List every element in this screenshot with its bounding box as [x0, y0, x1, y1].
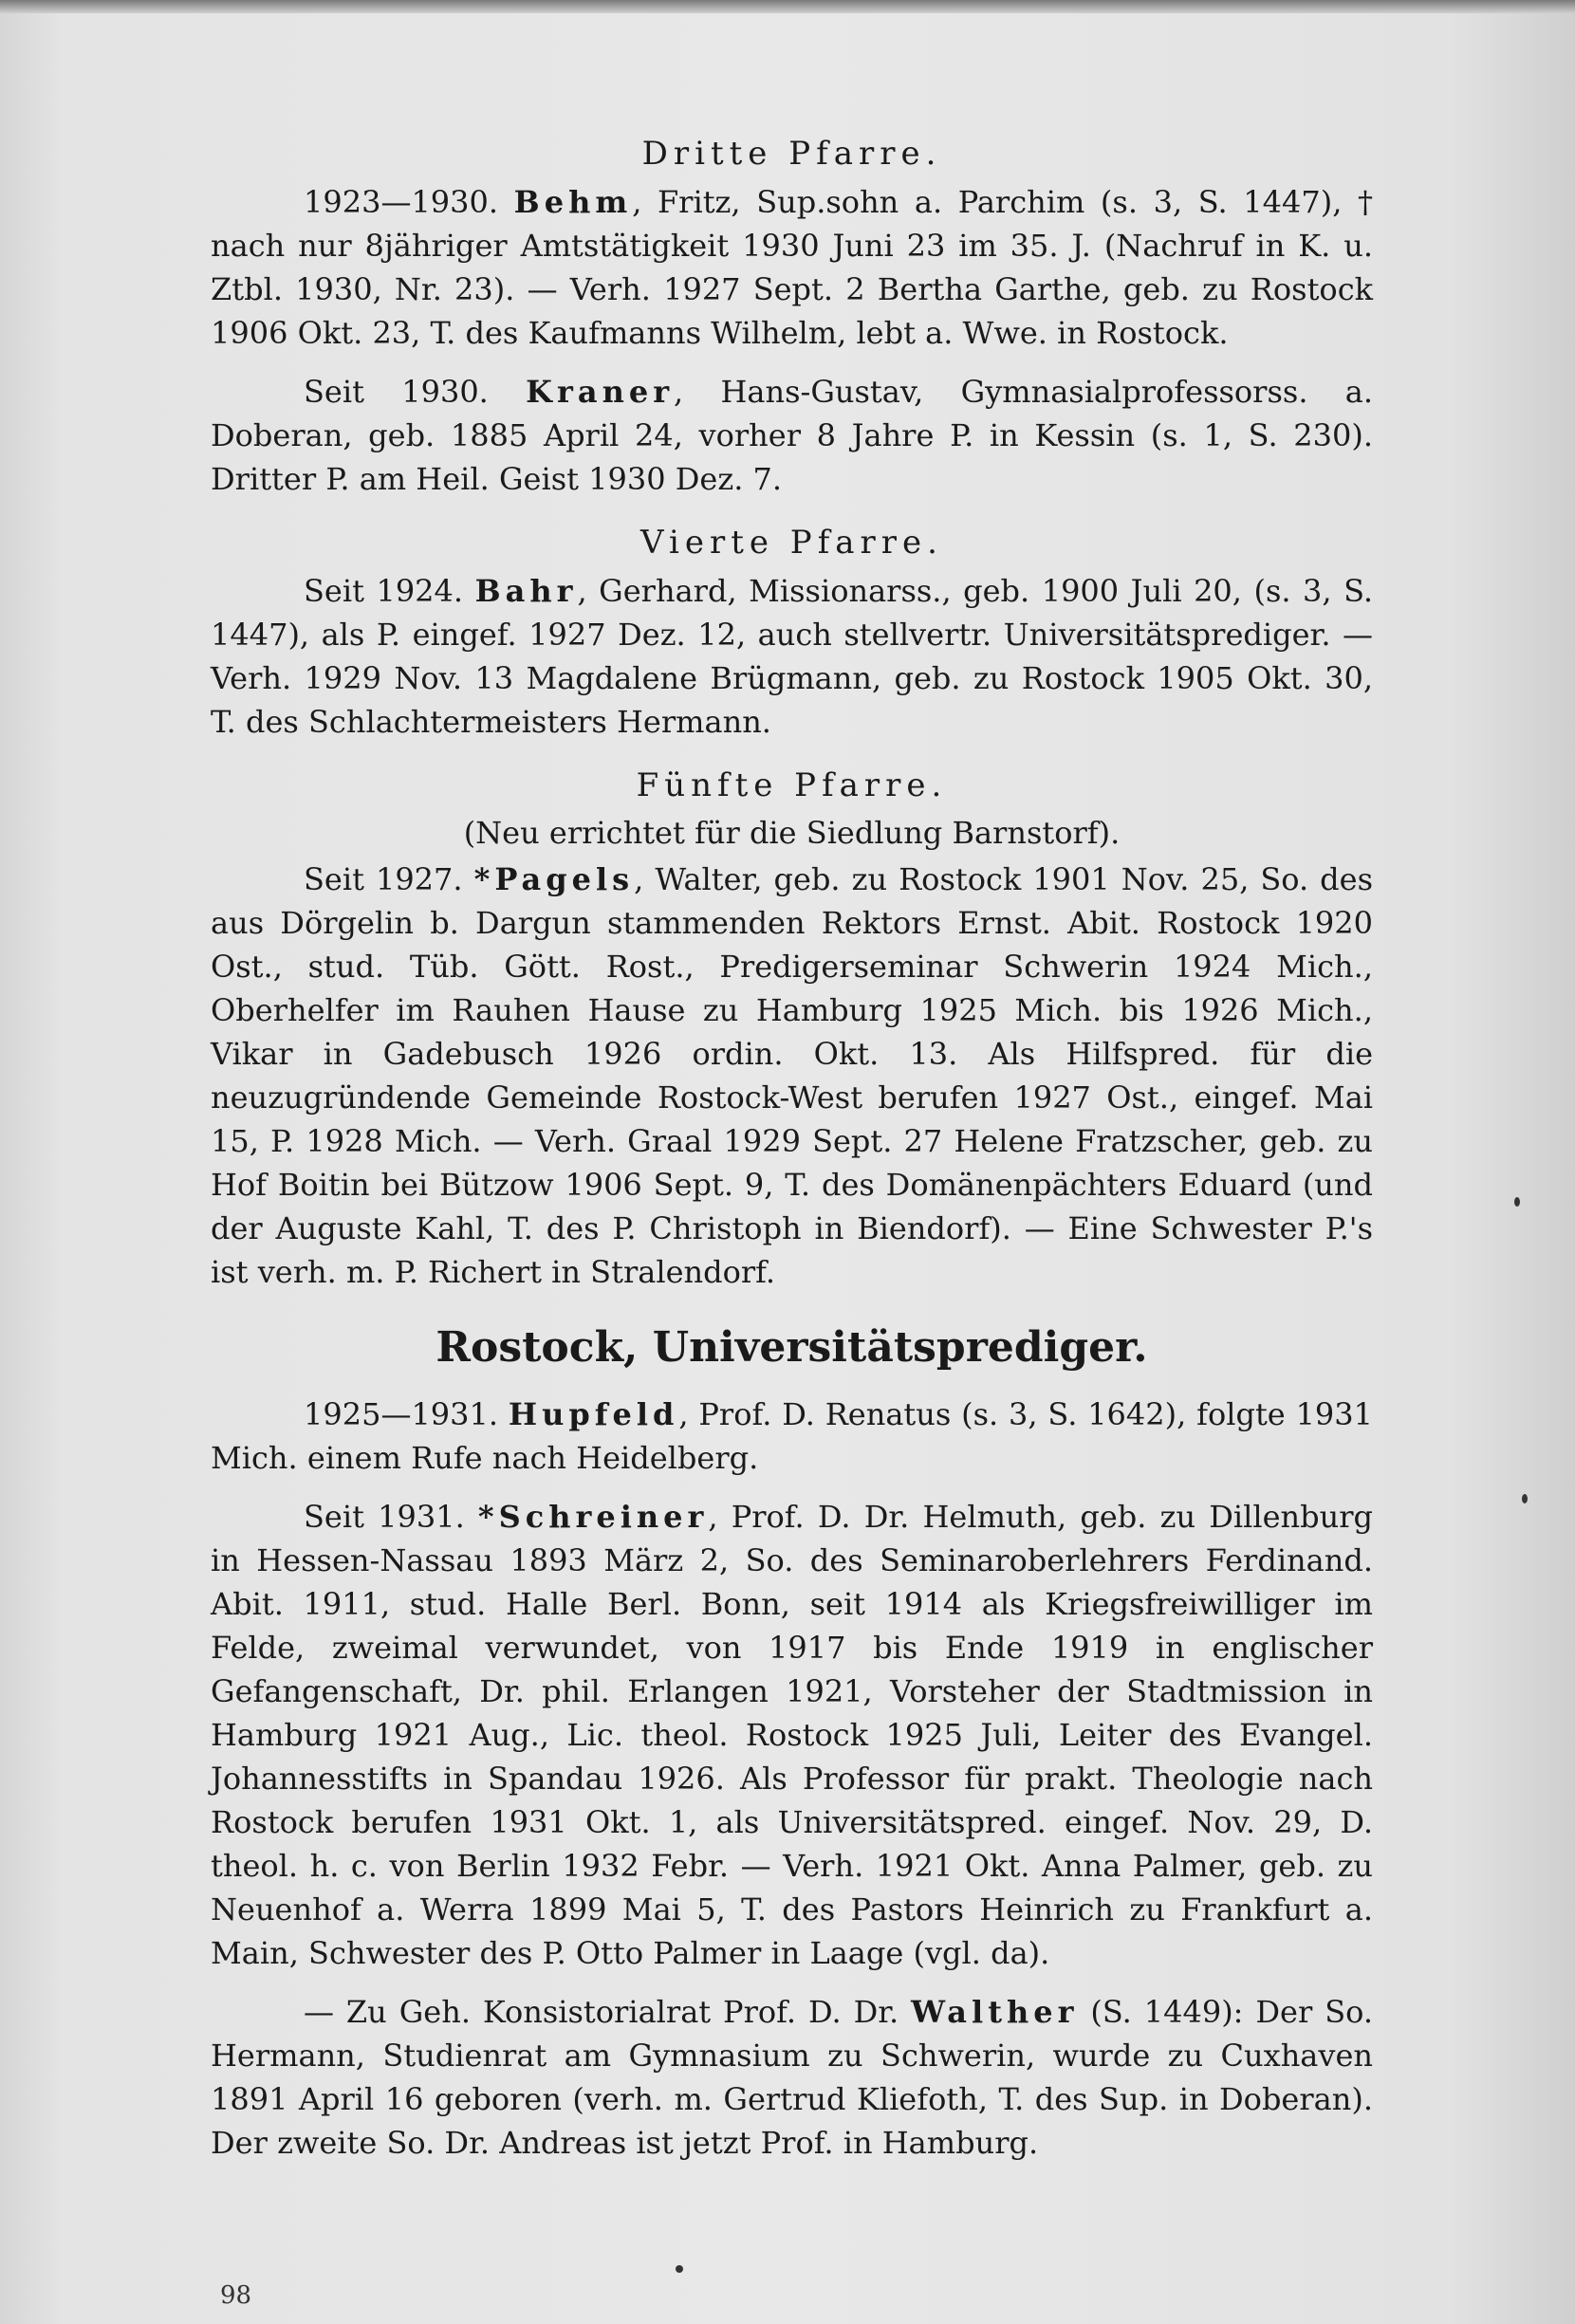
ink-speck [676, 2265, 683, 2273]
heading-fuenfte-pfarre: Fünfte Pfarre. [636, 766, 948, 804]
page-number: 98 [220, 2281, 252, 2310]
entry-name: Walther [911, 1994, 1079, 2030]
entry-kraner [211, 370, 1373, 501]
heading-vierte-pfarre: Vierte Pfarre. [640, 524, 943, 562]
entry-text: (S. 1449): Der So. Hermann, Studienrat am Gymnasium zu Schwerin, wurde zu Cuxhaven 1891 April 16 geboren (verh. m. Gertrud Kliefoth, T. des Sup. in Doberan). Der zweite So. Dr. Andreas ist jetzt Prof. in Hamburg. [211, 1994, 1374, 2161]
entry-name: Kraner [526, 374, 675, 410]
entry-name: *Schreiner [477, 1499, 709, 1535]
heading-dritte-pfarre: Dritte Pfarre. [641, 135, 942, 173]
entry-years: Seit 1924. [304, 573, 464, 609]
entry-name: Bahr [474, 573, 578, 609]
entry-years: Seit 1927. [304, 861, 463, 897]
section-title-universitaetsprediger: Rostock, Universitätsprediger. [435, 1323, 1148, 1372]
entry-behm [211, 180, 1373, 355]
entry-years: Seit 1931. [304, 1499, 465, 1535]
ink-speck [1514, 1197, 1520, 1207]
top-edge-shadow [0, 0, 1575, 13]
entry-schreiner [211, 1495, 1373, 1975]
entry-name: Hupfeld [508, 1396, 679, 1432]
entry-text: , Fritz, Sup.sohn a. Parchim (s. 3, S. 1447), † nach nur 8jähriger Amtstätigkeit 1930 Juni 23 im 35. J. (Nachruf in K. u. Ztbl. 1930, Nr. 23). — Verh. 1927 Sept. 2 Bertha Garthe, geb. zu Rostock 1906 Okt. 23, T. des Kaufmanns Wilhelm, lebt a. Wwe. in Rostock. [211, 184, 1374, 351]
entry-walther-note [211, 1990, 1373, 2165]
entry-bahr [211, 569, 1373, 744]
subheading-fuenfte-pfarre: (Neu errichtet für die Siedlung Barnstorf). [463, 815, 1121, 851]
entry-pagels [211, 858, 1373, 1294]
entry-name: *Pagels [473, 861, 635, 897]
entry-years: Seit 1930. [304, 374, 489, 410]
entry-years: 1925—1931. [304, 1396, 499, 1432]
entry-name: Behm [513, 184, 633, 220]
entry-text: , Walter, geb. zu Rostock 1901 Nov. 25, So. des aus Dörgelin b. Dargun stammenden Rektors Ernst. Abit. Rostock 1920 Ost., stud. Tüb. Gött. Rost., Predigerseminar Schwerin 1924 Mich., Oberhelfer im Rauhen Hause zu Hamburg 1925 Mich. bis 1926 Mich., Vikar in Gadebusch 1926 ordin. Okt. 13. Als Hilfspred. für die neuzugründende Gemeinde Rostock-West berufen 1927 Ost., eingef. Mai 15, P. 1928 Mich. — Verh. Graal 1929 Sept. 27 Helene Fratzscher, geb. zu Hof Boitin bei Bützow 1906 Sept. 9, T. des Domänenpächters Eduard (und der Auguste Kahl, T. des P. Christoph in Biendorf). — Eine Schwester P.'s ist verh. m. P. Richert in Stralendorf. [211, 861, 1374, 1290]
entry-hupfeld [211, 1393, 1373, 1480]
entry-text: , Gerhard, Missionarss., geb. 1900 Juli 20, (s. 3, S. 1447), als P. eingef. 1927 Dez. 12, auch stellvertr. Universitätsprediger. — Verh. 1929 Nov. 13 Magdalene Brügmann, geb. zu Rostock 1905 Okt. 30, T. des Schlachtermeisters Hermann. [211, 573, 1374, 740]
entry-text: , Prof. D. Renatus (s. 3, S. 1642), folgte 1931 Mich. einem Rufe nach Heidelberg. [211, 1396, 1374, 1476]
entry-text: , Hans-Gustav, Gymnasialprofessorss. a. Doberan, geb. 1885 April 24, vorher 8 Jahre P. in Kessin (s. 1, S. 230). Dritter P. am Heil. Geist 1930 Dez. 7. [211, 374, 1374, 497]
entry-text: , Prof. D. Dr. Helmuth, geb. zu Dillenburg in Hessen-Nassau 1893 März 2, So. des Seminaroberlehrers Ferdinand. Abit. 1911, stud. Halle Berl. Bonn, seit 1914 als Kriegsfreiwilliger im Felde, zweimal verwundet, von 1917 bis Ende 1919 in englischer Gefangenschaft, Dr. phil. Erlangen 1921, Vorsteher der Stadtmission in Hamburg 1921 Aug., Lic. theol. Rostock 1925 Juli, Leiter des Evangel. Johannesstifts in Spandau 1926. Als Professor für prakt. Theologie nach Rostock berufen 1931 Okt. 1, als Universitätspred. eingef. Nov. 29, D. theol. h. c. von Berlin 1932 Febr. — Verh. 1921 Okt. Anna Palmer, geb. zu Neuenhof a. Werra 1899 Mai 5, T. des Pastors Heinrich zu Frankfurt a. Main, Schwester des P. Otto Palmer in Laage (vgl. da). [211, 1499, 1373, 1971]
page-content [211, 133, 1373, 2180]
entry-years: 1923—1930. [304, 184, 499, 220]
entry-lead: — Zu Geh. Konsistorialrat Prof. D. Dr. [304, 1994, 899, 2030]
ink-speck [1522, 1494, 1528, 1503]
